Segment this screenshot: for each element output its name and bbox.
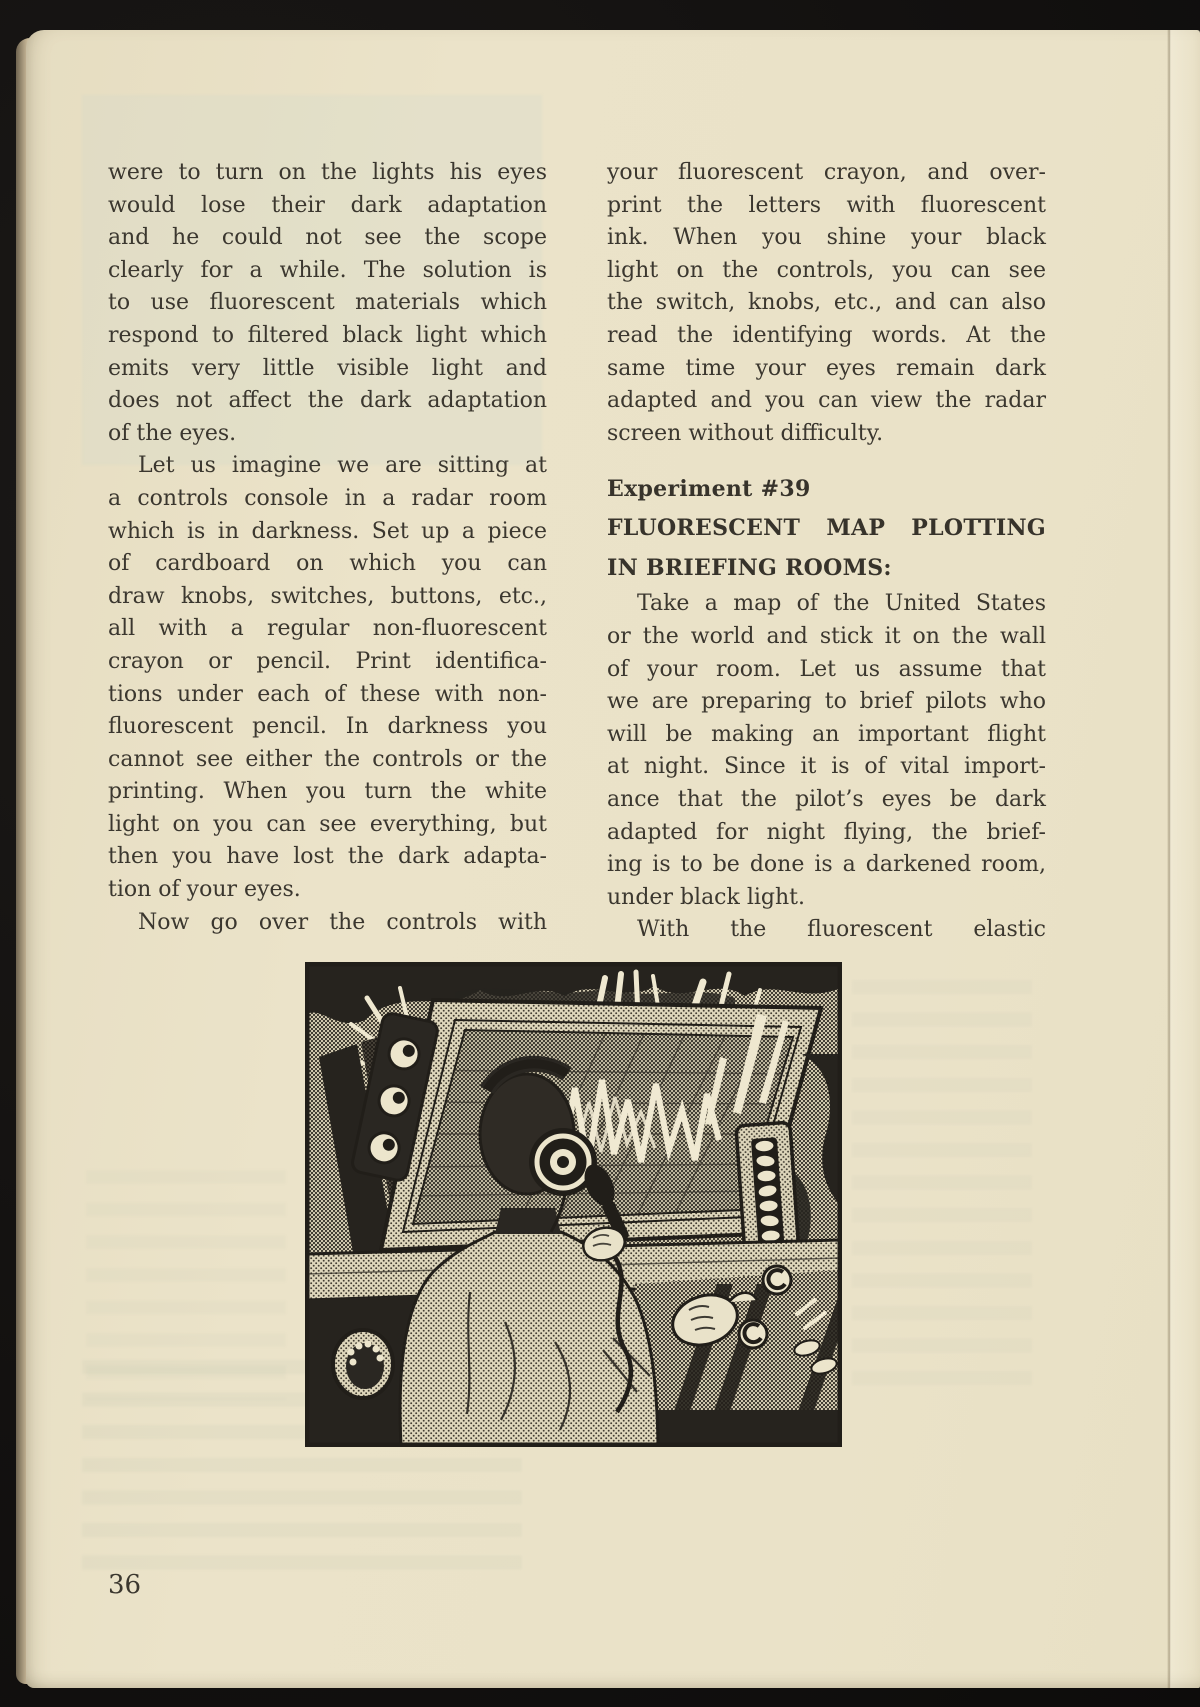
book-page bbox=[26, 30, 1200, 1688]
text-line: adapted for night flying, the brief- bbox=[607, 819, 1046, 845]
text-line: which is in darkness. Set up a piece bbox=[108, 518, 547, 544]
text-line: of the eyes. bbox=[108, 420, 237, 446]
text-line: emits very little visible light and bbox=[108, 355, 547, 381]
page-margin-strip bbox=[1171, 30, 1200, 1688]
text-line: a controls console in a radar room bbox=[108, 485, 547, 511]
text-line: read the identifying words. At the bbox=[607, 322, 1046, 348]
text-line: Take a map of the United States bbox=[637, 591, 1046, 617]
left-column bbox=[108, 157, 547, 939]
text-line: does not affect the dark adaptation bbox=[108, 388, 547, 414]
text-line: respond to filtered black light which bbox=[108, 322, 547, 348]
text-line: would lose their dark adaptation bbox=[108, 192, 547, 218]
text-line: clearly for a while. The solution is bbox=[108, 257, 547, 283]
text-line: screen without difficulty. bbox=[607, 420, 884, 446]
text-line: printing. When you turn the white bbox=[108, 779, 547, 805]
heading-line: Experiment #39 bbox=[607, 476, 811, 503]
text-line: we are preparing to brief pilots who bbox=[607, 689, 1046, 715]
text-line: were to turn on the lights his eyes bbox=[108, 160, 547, 185]
text-line: light on the controls, you can see bbox=[607, 257, 1046, 283]
text-line: ance that the pilot’s eyes be dark bbox=[607, 786, 1046, 812]
text-line: light on you can see everything, but bbox=[108, 811, 547, 837]
text-line: to use fluorescent materials which bbox=[108, 290, 547, 316]
text-line: ing is to be done is a darkened room, bbox=[607, 852, 1046, 878]
text-line: print the letters with fluorescent bbox=[607, 192, 1046, 218]
text-line: With the fluorescent elastic bbox=[637, 917, 1046, 943]
text-line: the switch, knobs, etc., and can also bbox=[607, 290, 1046, 316]
text-line: adapted and you can view the radar bbox=[607, 388, 1046, 414]
heading-line: IN BRIEFING ROOMS: bbox=[607, 555, 892, 582]
text-line: and he could not see the scope bbox=[108, 225, 547, 251]
radar-operator-illustration bbox=[305, 962, 842, 1447]
text-line: will be making an important flight bbox=[607, 721, 1046, 747]
text-line: same time your eyes remain dark bbox=[607, 355, 1046, 381]
text-line: all with a regular non-fluorescent bbox=[108, 616, 547, 642]
text-line: tions under each of these with non- bbox=[108, 681, 547, 707]
text-line: of your room. Let us assume that bbox=[607, 656, 1046, 682]
bleed-through bbox=[86, 1170, 286, 1400]
text-line: ink. When you shine your black bbox=[607, 225, 1046, 251]
right-column bbox=[607, 157, 1046, 947]
text-line: or the world and stick it on the wall bbox=[607, 623, 1046, 649]
text-line: draw knobs, switches, buttons, etc., bbox=[108, 583, 547, 609]
page-number: 36 bbox=[108, 1570, 142, 1600]
text-line: crayon or pencil. Print identifica- bbox=[108, 648, 547, 674]
text-line: of cardboard on which you can bbox=[108, 551, 547, 577]
text-line: your fluorescent crayon, and over- bbox=[607, 160, 1046, 185]
text-line: tion of your eyes. bbox=[108, 877, 301, 903]
text-line: cannot see either the controls or the bbox=[108, 746, 547, 772]
text-line: then you have lost the dark adapta- bbox=[108, 844, 547, 870]
text-line: Let us imagine we are sitting at bbox=[138, 453, 547, 479]
text-line: fluorescent pencil. In darkness you bbox=[108, 714, 547, 740]
bleed-through bbox=[852, 980, 1032, 1400]
heading-line: FLUORESCENT MAP PLOTTING bbox=[607, 515, 1046, 542]
text-line: at night. Since it is of vital import- bbox=[607, 754, 1046, 780]
text-line: Now go over the controls with bbox=[138, 909, 547, 935]
text-line: under black light. bbox=[607, 884, 805, 910]
